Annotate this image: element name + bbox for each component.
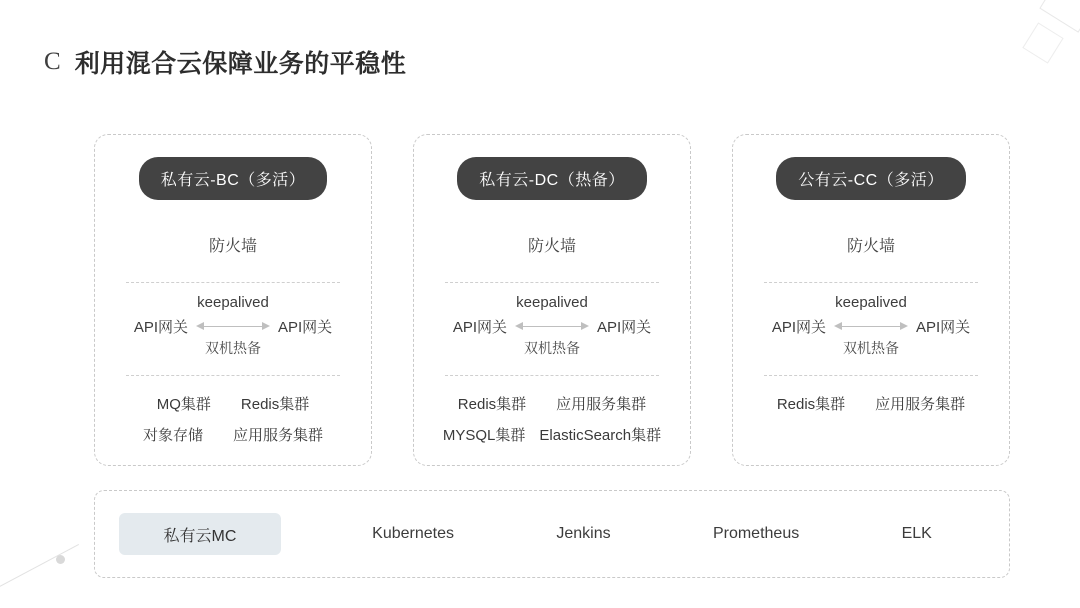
service-list	[777, 393, 965, 414]
service-row	[143, 424, 323, 445]
bidirectional-arrow-icon	[834, 319, 908, 335]
platform-item-kubernetes: Kubernetes	[372, 525, 455, 542]
decorative-square-top-right-2	[1022, 22, 1063, 63]
service-item: MYSQL集群	[442, 427, 526, 444]
divider	[764, 375, 978, 376]
service-item: Redis集群	[240, 396, 310, 413]
gateway-row	[754, 316, 988, 337]
dual-mode-label: 双机热备	[843, 340, 899, 356]
api-gateway-left-label: API网关	[133, 319, 188, 336]
service-item: 应用服务集群	[556, 396, 647, 413]
service-item: ElasticSearch集群	[539, 427, 662, 444]
platform-item-elk: ELK	[901, 525, 932, 542]
service-list	[143, 393, 323, 445]
service-list	[443, 393, 661, 445]
gateway-row	[435, 316, 669, 337]
api-gateway-right-label: API网关	[916, 319, 971, 336]
cloud-card-dc	[413, 134, 691, 466]
service-row	[157, 393, 310, 414]
api-gateway-left-label: API网关	[452, 319, 507, 336]
firewall-label: 防火墙	[208, 238, 257, 255]
service-row	[443, 424, 661, 445]
decorative-dot-bottom-left	[56, 555, 65, 564]
decorative-line-bottom-left	[0, 544, 79, 590]
service-item: 应用服务集群	[233, 427, 324, 444]
bidirectional-arrow-icon	[515, 319, 589, 335]
dual-mode-label: 双机热备	[524, 340, 580, 356]
slide-section-marker: C	[44, 48, 61, 75]
cloud-badge: 公有云-CC（多活）	[776, 157, 965, 200]
platform-item-jenkins: Jenkins	[556, 525, 611, 542]
divider	[126, 282, 340, 283]
gateway-row	[116, 316, 350, 337]
keepalived-label: keepalived	[197, 294, 269, 311]
cloud-badge: 私有云-BC（多活）	[139, 157, 328, 200]
service-item: Redis集群	[457, 396, 527, 413]
platform-tool-list	[281, 525, 1009, 543]
service-item: 对象存储	[142, 427, 203, 444]
service-item: 应用服务集群	[875, 396, 966, 413]
service-row	[458, 393, 646, 414]
cloud-columns	[94, 134, 1010, 466]
cloud-card-bc	[94, 134, 372, 466]
platform-bar	[94, 490, 1010, 578]
slide-title-row	[44, 44, 406, 80]
api-gateway-left-label: API网关	[771, 319, 826, 336]
service-item: MQ集群	[156, 396, 211, 413]
divider	[126, 375, 340, 376]
page-title: 利用混合云保障业务的平稳性	[74, 50, 407, 78]
firewall-label: 防火墙	[527, 238, 576, 255]
service-item: Redis集群	[776, 396, 846, 413]
divider	[764, 282, 978, 283]
divider	[445, 375, 659, 376]
cloud-badge: 私有云-DC（热备）	[457, 157, 646, 200]
api-gateway-right-label: API网关	[597, 319, 652, 336]
cloud-card-cc	[732, 134, 1010, 466]
service-row	[777, 393, 965, 414]
keepalived-label: keepalived	[516, 294, 588, 311]
platform-chip-mc: 私有云MC	[119, 513, 281, 555]
api-gateway-right-label: API网关	[278, 319, 333, 336]
bidirectional-arrow-icon	[196, 319, 270, 335]
firewall-label: 防火墙	[846, 238, 895, 255]
keepalived-label: keepalived	[835, 294, 907, 311]
divider	[445, 282, 659, 283]
platform-item-prometheus: Prometheus	[712, 525, 800, 542]
dual-mode-label: 双机热备	[205, 340, 261, 356]
